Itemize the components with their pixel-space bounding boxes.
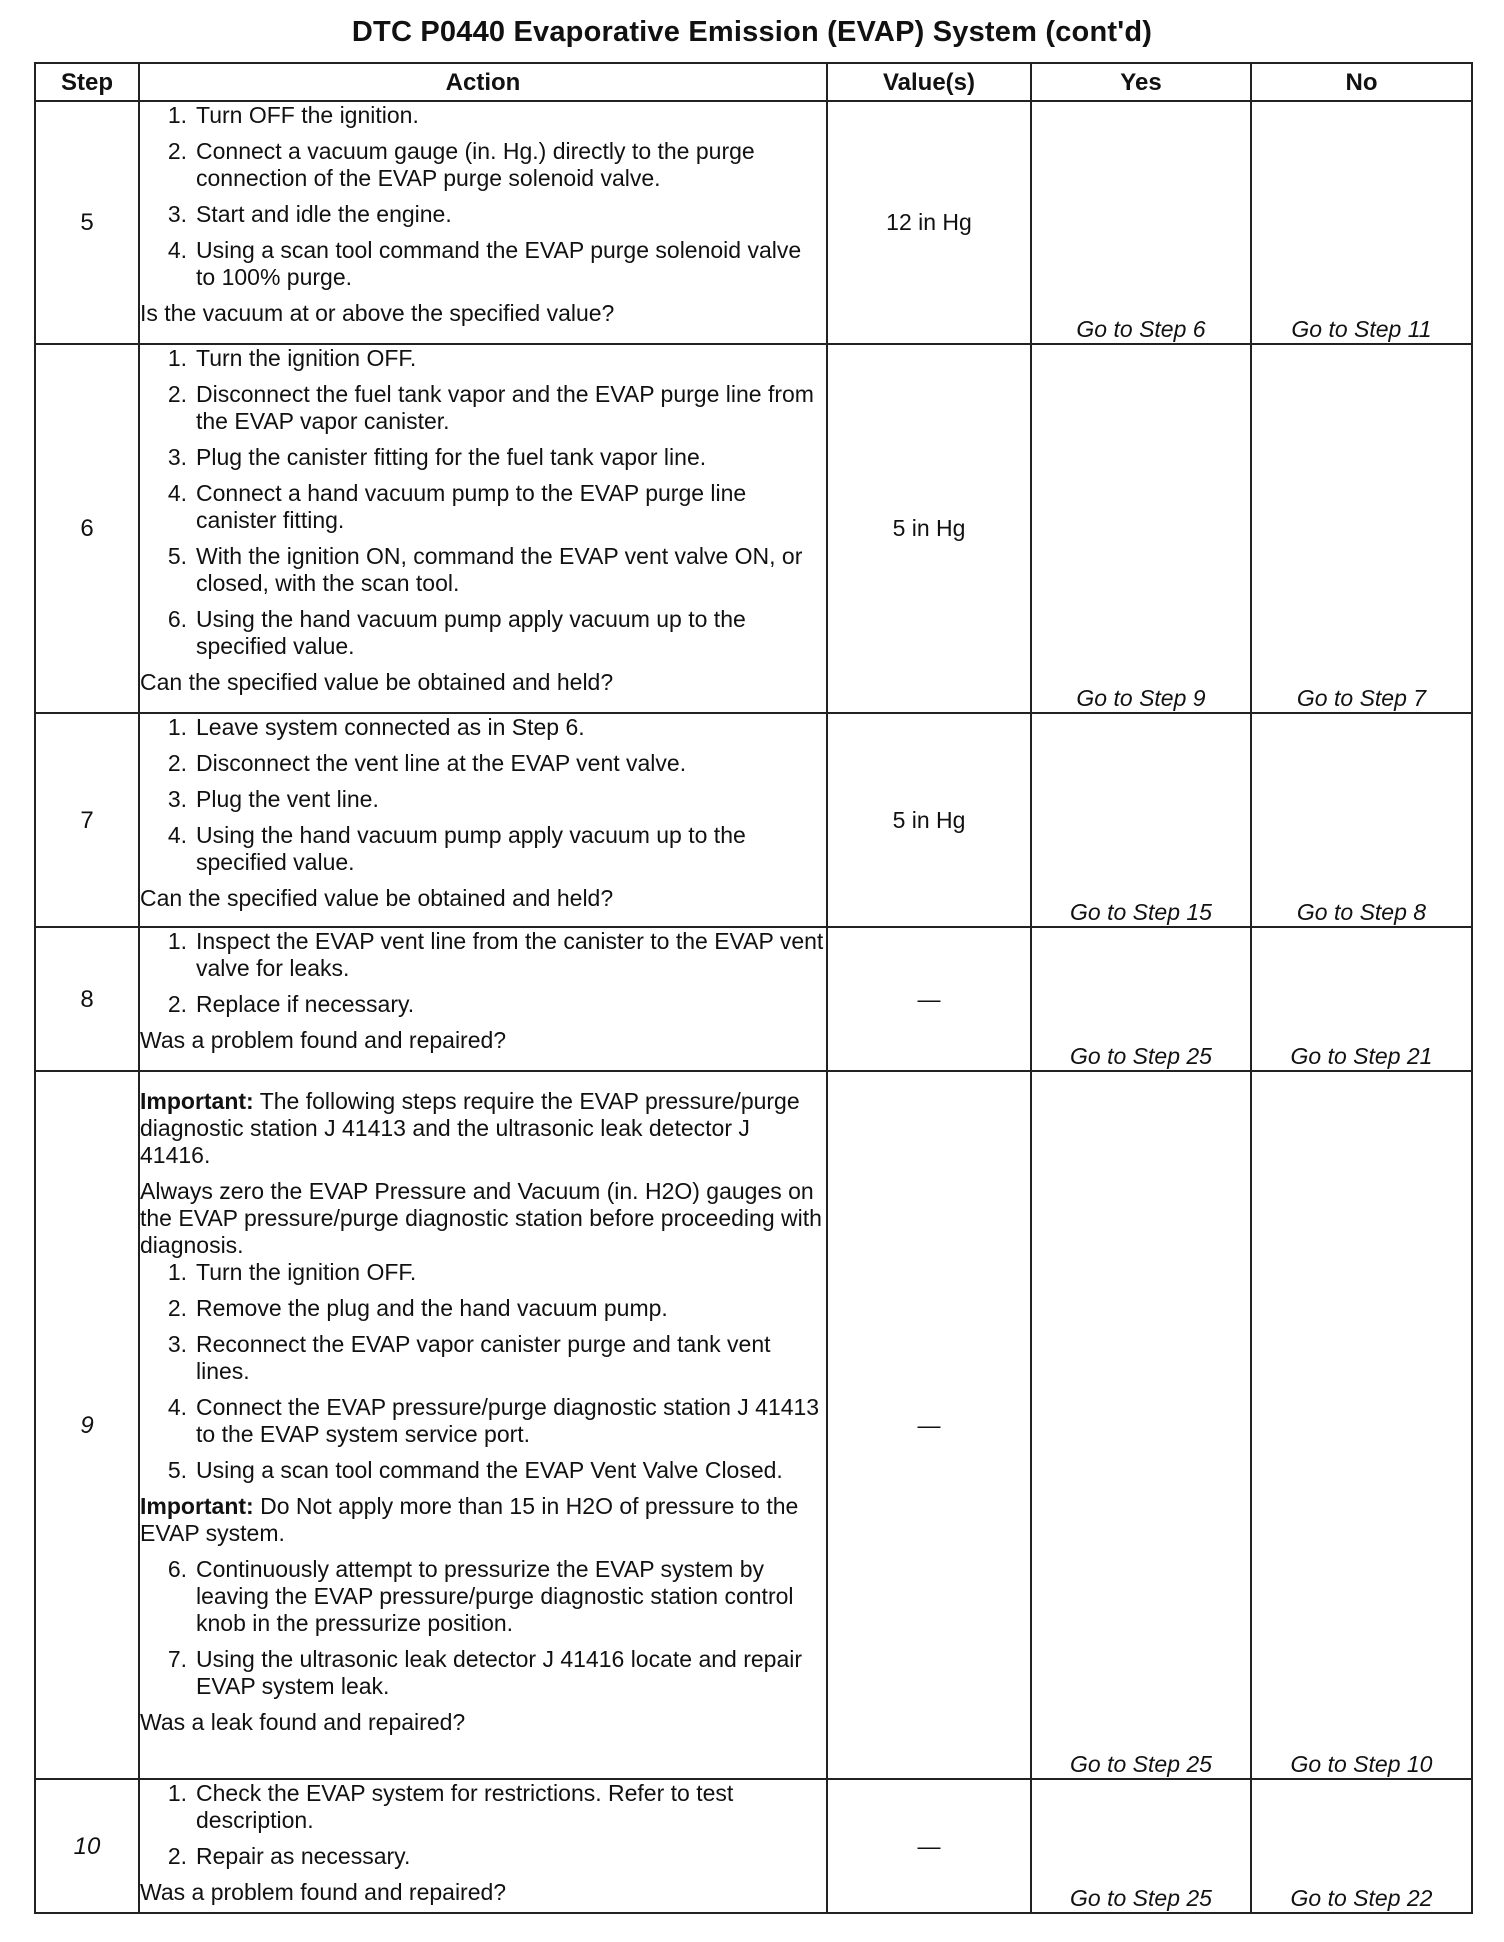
action-step: 3. Plug the canister fitting for the fuel tank vapor line. bbox=[167, 444, 707, 470]
header-yes: Yes bbox=[1031, 63, 1251, 101]
action-cell bbox=[139, 1071, 827, 1779]
action-cell bbox=[139, 1779, 827, 1913]
step-number: 10 bbox=[35, 1779, 139, 1913]
header-no: No bbox=[1251, 63, 1472, 101]
step-number: 6 bbox=[35, 344, 139, 713]
yes-cell: Go to Step 6 bbox=[1031, 101, 1251, 344]
no-cell: Go to Step 10 bbox=[1251, 1071, 1472, 1779]
header-row bbox=[35, 63, 1472, 101]
yes-cell: Go to Step 25 bbox=[1031, 927, 1251, 1071]
action-step: 4. Using the hand vacuum pump apply vacuum up to the specified value. bbox=[167, 822, 746, 875]
action-cell bbox=[139, 713, 827, 927]
action-step: 2. Repair as necessary. bbox=[167, 1843, 411, 1869]
action-step: 1. Turn the ignition OFF. bbox=[167, 345, 417, 371]
table-row bbox=[35, 1071, 1472, 1779]
action-step: 5. With the ignition ON, command the EVAP vent valve ON, or closed, with the scan tool. bbox=[167, 543, 803, 596]
table-row bbox=[35, 101, 1472, 344]
step-number: 7 bbox=[35, 713, 139, 927]
table-row bbox=[35, 927, 1472, 1071]
no-cell: Go to Step 22 bbox=[1251, 1779, 1472, 1913]
header-action: Action bbox=[139, 63, 827, 101]
action-question: Was a problem found and repaired? bbox=[140, 1879, 507, 1905]
action-step: 7. Using the ultrasonic leak detector J 41416 locate and repair EVAP system leak. bbox=[167, 1646, 803, 1699]
header-step: Step bbox=[35, 63, 139, 101]
step-number: 9 bbox=[35, 1071, 139, 1779]
step-number: 5 bbox=[35, 101, 139, 344]
action-step: 2. Replace if necessary. bbox=[167, 991, 415, 1017]
action-step: 4. Connect the EVAP pressure/purge diagnostic station J 41413 to the EVAP system service port. bbox=[167, 1394, 820, 1447]
action-step: 4. Connect a hand vacuum pump to the EVAP purge line canister fitting. bbox=[167, 480, 747, 533]
action-cell bbox=[139, 927, 827, 1071]
action-step: 2. Disconnect the vent line at the EVAP vent valve. bbox=[167, 750, 687, 776]
action-cell bbox=[139, 344, 827, 713]
action-question: Was a leak found and repaired? bbox=[140, 1709, 466, 1735]
yes-cell: Go to Step 25 bbox=[1031, 1071, 1251, 1779]
action-question: Can the specified value be obtained and held? bbox=[140, 885, 614, 911]
important-note: Important: Do Not apply more than 15 in H2O of pressure to the EVAP system. bbox=[140, 1493, 799, 1546]
table-row bbox=[35, 1779, 1472, 1913]
no-cell: Go to Step 8 bbox=[1251, 713, 1472, 927]
action-step: 2. Connect a vacuum gauge (in. Hg.) directly to the purge connection of the EVAP purge solenoid valve. bbox=[167, 138, 755, 191]
value-cell: 5 in Hg bbox=[827, 713, 1031, 927]
value-cell: — bbox=[827, 927, 1031, 1071]
action-step: 6. Continuously attempt to pressurize the EVAP system by leaving the EVAP pressure/purge diagnostic station control knob in the pressurize position. bbox=[167, 1556, 794, 1636]
action-step: 1. Turn the ignition OFF. bbox=[167, 1259, 417, 1285]
header-value: Value(s) bbox=[827, 63, 1031, 101]
action-step: 2. Disconnect the fuel tank vapor and the EVAP purge line from the EVAP vapor canister. bbox=[167, 381, 814, 434]
no-cell: Go to Step 11 bbox=[1251, 101, 1472, 344]
action-step: 3. Start and idle the engine. bbox=[167, 201, 452, 227]
action-step: 1. Check the EVAP system for restrictions. Refer to test description. bbox=[167, 1780, 734, 1833]
value-cell: 5 in Hg bbox=[827, 344, 1031, 713]
step-number: 8 bbox=[35, 927, 139, 1071]
diagnostic-table bbox=[34, 62, 1473, 1914]
action-step: 1. Turn OFF the ignition. bbox=[167, 102, 419, 128]
yes-cell: Go to Step 25 bbox=[1031, 1779, 1251, 1913]
action-cell bbox=[139, 101, 827, 344]
action-step: 2. Remove the plug and the hand vacuum pump. bbox=[167, 1295, 668, 1321]
value-cell: — bbox=[827, 1071, 1031, 1779]
value-cell: — bbox=[827, 1779, 1031, 1913]
yes-cell: Go to Step 9 bbox=[1031, 344, 1251, 713]
action-question: Is the vacuum at or above the specified value? bbox=[140, 300, 615, 326]
action-step: 4. Using a scan tool command the EVAP purge solenoid valve to 100% purge. bbox=[167, 237, 802, 290]
no-cell: Go to Step 21 bbox=[1251, 927, 1472, 1071]
table-row bbox=[35, 713, 1472, 927]
yes-cell: Go to Step 15 bbox=[1031, 713, 1251, 927]
action-step: 1. Leave system connected as in Step 6. bbox=[167, 714, 585, 740]
page-title: DTC P0440 Evaporative Emission (EVAP) System (cont'd) bbox=[351, 16, 1153, 48]
action-step: 3. Plug the vent line. bbox=[167, 786, 379, 812]
important-note: Important: The following steps require the EVAP pressure/purge diagnostic station J 41413 and the ultrasonic leak detector J 41416. bbox=[140, 1088, 800, 1168]
action-step: 1. Inspect the EVAP vent line from the canister to the EVAP vent valve for leaks. bbox=[167, 928, 824, 981]
no-cell: Go to Step 7 bbox=[1251, 344, 1472, 713]
table-row bbox=[35, 344, 1472, 713]
action-step: 5. Using a scan tool command the EVAP Vent Valve Closed. bbox=[167, 1457, 783, 1483]
action-step: 3. Reconnect the EVAP vapor canister purge and tank vent lines. bbox=[167, 1331, 771, 1384]
action-question: Can the specified value be obtained and held? bbox=[140, 669, 614, 695]
value-cell: 12 in Hg bbox=[827, 101, 1031, 344]
action-step: 6. Using the hand vacuum pump apply vacuum up to the specified value. bbox=[167, 606, 746, 659]
action-question: Was a problem found and repaired? bbox=[140, 1027, 507, 1053]
zero-gauges-note: Always zero the EVAP Pressure and Vacuum (in. H2O) gauges on the EVAP pressure/purge diagnostic station before proceeding with diagnosis. bbox=[140, 1178, 822, 1258]
